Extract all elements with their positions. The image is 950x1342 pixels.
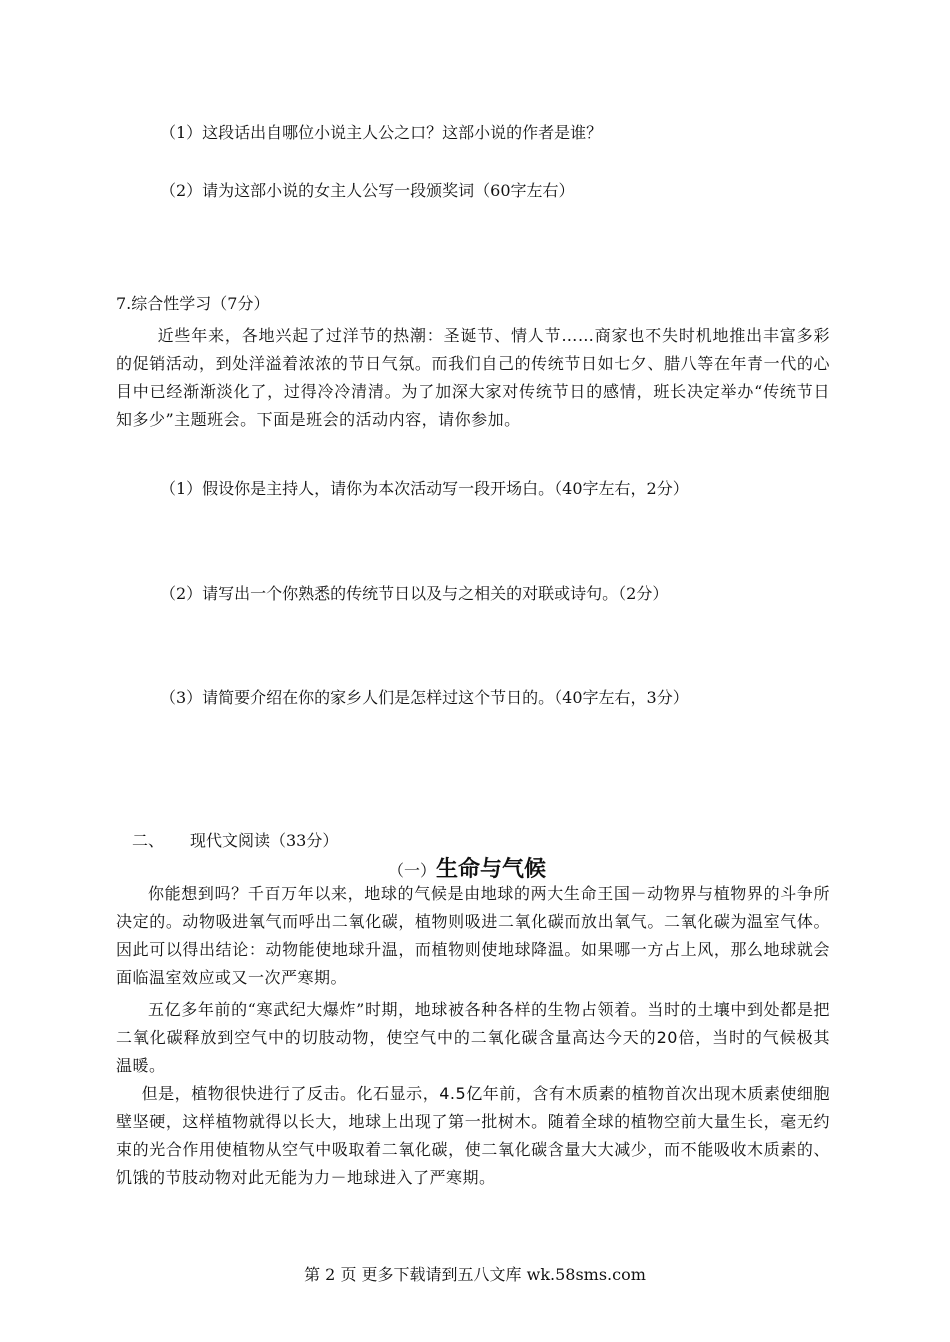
q7-sub3: （3）请简要介绍在你的家乡人们是怎样过这个节日的。（40字左右，3分） (160, 688, 689, 707)
article-paragraph-2 (116, 996, 830, 1080)
section2-number: 二、 (132, 831, 165, 850)
article-paragraph-3 (116, 1080, 830, 1192)
article-paragraph-1: 你能想到吗？千百万年以来，地球的气候是由地球的两大生命王国－动物界与植物界的斗争所决定的。动物吸进氧气而呼出二氧化碳，植物则吸进二氧化碳而放出氧气。二氧化碳为温室气体。因此可以得出结论：动物能使地球升温，而植物则使地球降温。如果哪一方占上风，那么地球就会面临温室效应或又一次严寒期。 (116, 884, 830, 987)
q6-sub2: （2）请为这部小说的女主人公写一段颁奖词（60字左右） (160, 181, 575, 200)
q7-heading: 7.综合性学习（7分） (116, 294, 270, 313)
article-paragraph-3-text-a: 但是，植物很快进行了反击。化石显示， (141, 1084, 440, 1103)
article-paragraph-3-number: 4.5 (439, 1084, 467, 1103)
article-paragraph-2-text-a: 五亿多年前的“寒武纪大爆炸”时期，地球被各种各样的生物占领着。当时的土壤中到处都是把二氧化碳释放到空气中的切肢动物，使空气中的二氧化碳含量高达今天的 (116, 1000, 830, 1047)
article-paragraph-2-text-b: 倍，当时的气候极其温暖。 (116, 1028, 830, 1075)
article-paragraph-3-text-b: 亿年前，含有木质素的植物首次出现木质素使细胞壁坚硬，这样植物就得以长大，地球上出现了第一批树木。随着全球的植物空前大量生长，毫无约束的光合作用使植物从空气中吸取着二氧化碳，使二氧化碳含量大大减少，而不能吸收木质素的、饥饿的节肢动物对此无能为力－地球进入了严寒期。 (116, 1084, 830, 1187)
section2-heading: 现代文阅读（33分） (190, 831, 339, 850)
page-footer: 第 2 页 更多下载请到五八文库 wk.58sms.com (304, 1265, 646, 1284)
article-title-text: 生命与气候 (436, 857, 547, 882)
q7-sub2: （2）请写出一个你熟悉的传统节日以及与之相关的对联或诗句。（2分） (160, 584, 669, 603)
article-paragraph-2-number: 20 (656, 1028, 678, 1047)
q7-sub1: （1）假设你是主持人，请你为本次活动写一段开场白。（40字左右，2分） (160, 479, 689, 498)
article-title (388, 852, 546, 883)
q7-intro: 近些年来，各地兴起了过洋节的热潮：圣诞节、情人节……商家也不失时机地推出丰富多彩的促销活动，到处洋溢着浓浓的节日气氛。而我们自己的传统节日如七夕、腊八等在年青一代的心目中已经渐渐淡化了，过得冷冷清清。为了加深大家对传统节日的感情，班长决定举办“传统节日知多少”主题班会。下面是班会的活动内容，请你参加。 (116, 326, 830, 429)
q6-sub1: （1）这段话出自哪位小说主人公之口？这部小说的作者是谁？ (160, 123, 603, 142)
article-title-prefix: （一） (388, 861, 437, 880)
